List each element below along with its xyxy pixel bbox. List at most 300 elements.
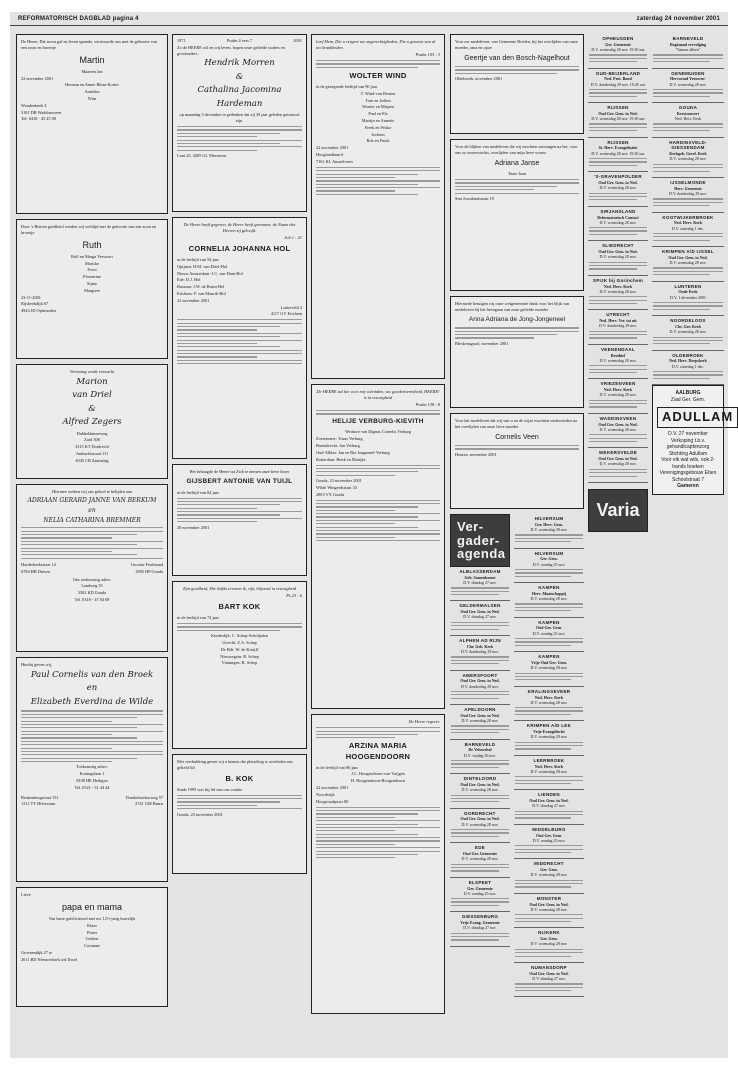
body-text [653, 54, 723, 62]
address: Donderhoekseweg 57 [125, 794, 163, 800]
body-text [316, 60, 440, 68]
listing-place: KAMPEN [538, 585, 560, 591]
body-text [177, 623, 302, 631]
listing-place: MIDDELBURG [532, 826, 566, 832]
phone: Tel. 0521 - 31 44 44 [74, 784, 110, 790]
listing-place: KRALINGSEVEER [527, 688, 571, 694]
church-listing-item [450, 636, 510, 671]
obituary-hol [172, 217, 307, 459]
listing-org: Oud Ger. Gem. in Ned. [460, 816, 500, 822]
body-text [316, 465, 440, 476]
listing-org: Oud Ger. Gem. in Ned. [598, 249, 638, 255]
partner-name: van Driel [72, 390, 112, 401]
partner-name: Alfred Zegers [62, 417, 122, 428]
baby-name: Martin [79, 54, 105, 65]
church-listing-item [588, 69, 648, 104]
age: Weduwe van Dignus Cornelis Verburg [344, 429, 412, 435]
listing-org: Ger. Gem. [540, 556, 558, 562]
ampersand: & [235, 71, 244, 82]
scripture-ref: Psalm 103 : 3 [415, 51, 440, 57]
listing-place: WADDINXVEEN [599, 415, 637, 421]
deceased-name: Adriana Janse [494, 159, 540, 167]
family-line: Rob en Paula [366, 138, 390, 144]
body-text [589, 296, 647, 304]
anniversary-announcement [16, 887, 168, 1007]
body-text [515, 534, 583, 542]
listing-time: D.V. donderdag 29 nov. [599, 323, 637, 329]
church-listing-item [588, 414, 648, 449]
listing-org: Ger. Gemeente [605, 41, 631, 47]
listing-place: UTRECHT [606, 312, 630, 318]
family-line: Evert [87, 267, 97, 273]
listing-org: Oud Ger. Gem. in Ned. [460, 712, 500, 718]
listing-place: KRIMPEN A/D LEK [526, 723, 572, 729]
obituary-kok-committee [172, 754, 307, 874]
address: Beukenbergstraat 151 [21, 794, 59, 800]
listing-place: MONSTER [536, 895, 562, 901]
listing-time: D.V. woensdag 28 nov. 19.30 uur [591, 150, 645, 156]
family-line: Pieter [86, 929, 98, 935]
listing-org: St. Herv. Evangelisatie [598, 145, 638, 151]
partner-name: Cathalina Jacomina [197, 85, 282, 96]
city: 8108 HE Heiligen [76, 777, 108, 783]
deceased-name: Geertje van den Bosch-Nagelhout [464, 54, 570, 62]
body-text [316, 167, 440, 195]
city: 7161 KL Amstelveen [316, 158, 353, 164]
location: AALBURG [675, 390, 701, 397]
varia-banner: Varia [588, 489, 648, 532]
address: Ambachtstraat 111 [75, 451, 109, 457]
body-text [515, 673, 583, 681]
obituary-kok [172, 581, 307, 749]
body-text [589, 89, 647, 97]
sub-name: Taaie Jaan [508, 171, 526, 177]
address: Lunt 23, 4285 GL Meeuwen [177, 153, 226, 159]
ad-intro: Voor uw medeleven, van Gemeente Brielen, bij het overlijden van onze moeder, oma en opoe [455, 39, 578, 50]
city: 3181 DB Waddinxveen [21, 109, 62, 115]
body-text [589, 54, 647, 62]
page-header [10, 12, 728, 26]
listing-time: D.V. zondag 25 nov. [532, 630, 566, 636]
scripture-quote: Leef Hem, Die u vergeet uw ongerechtigheden, Die u geneest van al uw krankheden. [316, 39, 436, 50]
church-listing-item [514, 894, 584, 929]
body-text [589, 123, 647, 131]
adullam-ad [652, 385, 734, 494]
listing-time: D.V. woensdag 28 nov. [530, 872, 568, 878]
listing-place: RIJSSEN [607, 105, 629, 111]
listing-place: EDE [474, 845, 486, 851]
body-text [451, 587, 509, 595]
family-line: Vinningen: R. Schep [221, 660, 258, 666]
listing-place: WEKERSVELDE [598, 450, 638, 456]
city: 2905 HP Gouda [135, 568, 163, 574]
listing-org: Ger. Gem. [540, 867, 558, 873]
church-listing-item [450, 601, 510, 636]
listing-time: D.V. woensdag 28 nov. [461, 718, 499, 724]
listing-time: D.V. zondag 25 nov. [532, 561, 566, 567]
ad-intro: Door 's Heeren goedheid werden wij verblijd met de geboorte van een zoon en broertje [21, 224, 157, 235]
family-line: Nieuwegein: R. Schep [220, 653, 259, 659]
body-text [589, 469, 647, 477]
listing-time: D.V. woensdag 28 nov. [599, 357, 637, 363]
scripture-quote: Zijn goedheid, Die Sefiks ervaren ik, rijk, blijvend in eeuwigheid [182, 586, 297, 591]
listing-place: GIESSENBURG [461, 914, 499, 920]
year-start: 1971 [177, 38, 186, 43]
address: Groenendijk 27 te [21, 949, 53, 955]
partner-name: NELIA CATHARINA BREMMER [43, 516, 141, 524]
deceased-name: B. KOK [225, 773, 254, 783]
body-text [653, 267, 723, 275]
scripture-quote: De Heere heeft gegeven, de Heere heeft genomen; de Naam des Heeren zij geloofd. [183, 222, 296, 233]
body-text [515, 949, 583, 957]
listing-org: Oud Ger. Gem. in Ned. [460, 678, 500, 684]
listing-org: Geb. Samenkomst [464, 574, 496, 580]
family-line: Barendrecht: Jan Verburg [316, 442, 360, 448]
scripture-quote: De HEERE zal het voor mij voleinden; uw goedertierenheid, HEERE! is in eeuwigheid [316, 389, 440, 400]
church-listing-item [652, 69, 724, 104]
church-listing-item [652, 213, 724, 248]
listing-time: D.V. woensdag 28 nov. [530, 665, 568, 671]
listing-org: Ned. Herv. Kerk [534, 694, 564, 700]
vergaderagenda-banner [450, 514, 510, 567]
listing-place: SPIJK bij Gorinchem [592, 277, 644, 283]
family-line: Zoetermeer: Truus Verburg [316, 436, 363, 442]
body-text [589, 365, 647, 373]
church-listing-item [514, 549, 584, 584]
age: in de gezegende leeftijd van 90 jaar [316, 84, 378, 90]
listing-org: Oud Ger. Gem. in Ned. [529, 970, 569, 976]
listing-time: D.V. zaterdag 1 dec. [671, 225, 705, 231]
listing-place: DORDRECHT [464, 810, 496, 816]
church-listing-item [514, 859, 584, 894]
listing-place: ELSPEET [468, 879, 492, 885]
church-listing-item [514, 652, 584, 687]
body-text [455, 327, 579, 338]
adullam-logo: ADULLAM [657, 407, 719, 428]
listing-time: D.V. vrijdag 30 nov. [463, 752, 497, 758]
body-text [653, 337, 723, 345]
deceased-name: ARZINA MARIA HOOGENDOORN [345, 741, 411, 761]
column-6 [652, 34, 734, 1054]
address: Harderbeekstraat 14 [21, 562, 56, 568]
listing-place: NUMANSDORP [531, 964, 567, 970]
city: 6784 HB Duiven [21, 568, 51, 574]
family-line: T. Wind-van Beuren [360, 90, 396, 96]
body-text [451, 622, 509, 630]
listing-org: Ger. Gem. [540, 936, 558, 942]
family-line: H. Hoogendoorn-Hoogendoorn [351, 778, 405, 784]
listing-time: D.V. woensdag 28 nov. [461, 821, 499, 827]
age: in de leeftijd van 54 jaar [177, 256, 219, 262]
ampersand: & [88, 403, 96, 414]
listing-org: Oud Ger. Gem. in Ned. [598, 110, 638, 116]
city: 2803 VX Gouda [316, 491, 345, 497]
church-listing-item [588, 138, 648, 173]
address: Zuid 308 [84, 437, 100, 443]
family-line: Opijnen: H.M. van Driel-Hol [177, 263, 228, 269]
listing-time: D.V. donderdag 29 nov. [461, 649, 499, 655]
ad-intro: De Heere, Die troon gaf en leven spaarde, vertrouwde ons met de geboorte van een zoon en broertje [21, 39, 157, 50]
listing-place: 'S-GRAVENPOLDER [594, 174, 642, 180]
listing-org: Oud Ger. Gem. in Ned. [460, 609, 500, 615]
family-line: Kinderdijk: C. Schep-Scholpalen [211, 633, 268, 639]
listing-org: Oude Kerk [678, 289, 698, 295]
listing-place: GELDERMALSEN [459, 603, 501, 609]
family-line: Freek en Wiske [364, 124, 392, 130]
listing-org: Bruthiel [610, 352, 626, 358]
ad-intro: Verloving wordt verwacht [69, 369, 115, 374]
agenda-left [450, 514, 510, 997]
ad-intro: Zo de HEERE wil en wij leven, hopen onze geliefde ouders en grootouders [177, 44, 285, 56]
address: Dubbeldamseweg [76, 430, 108, 436]
phone: Tel. 0318 - 47 04 68 [74, 597, 110, 602]
address: Lutterveld 4 [280, 304, 302, 310]
conjunction: en [88, 506, 96, 514]
listing-time: D.V. donderdag 29 nov. 19.45 uur [590, 81, 646, 87]
column-2 [172, 34, 307, 879]
future-address-label: Toekomstig adres: [76, 764, 108, 770]
church-listing-item [450, 843, 510, 878]
listing-time: D.V. woensdag 28 nov. [461, 856, 499, 862]
body-text [177, 498, 302, 523]
listing-time: D.V. woensdag 28 nov. [599, 254, 637, 260]
church-listing-item [514, 756, 584, 791]
ad-text: Voor elk wat wils, ook 2-hands boeken [661, 457, 715, 470]
listing-place: NIJKERK [538, 930, 560, 936]
listing-place: KAMPEN [538, 619, 560, 625]
church-listing-item [652, 282, 724, 317]
listing-org: Herv. Gemeente [674, 185, 702, 191]
body-text [451, 760, 509, 768]
ad-date: 22 november 2001 [316, 145, 349, 151]
listing-time: D.V. dinsdag 27 nov. [532, 803, 566, 809]
body-text [515, 845, 583, 853]
body-text [451, 795, 509, 803]
column-5 [588, 34, 648, 1054]
listing-place: BARNEVELD [464, 741, 496, 747]
ad-intro: Hiermede betuigen wij onze welgemeende dank voor het blijk van medeleven bij het heengaan van onze geliefde moeder [455, 301, 570, 312]
listing-time: D.V. woensdag 28 nov. [599, 185, 637, 191]
sibling: Wim [87, 95, 97, 101]
listing-org: Oud Ger. Gem. in Ned. [598, 421, 638, 427]
family-line: Florentine [83, 274, 101, 280]
church-listing-item [450, 878, 510, 913]
church-listing-item [514, 721, 584, 756]
address: Schoolstraat 7 [672, 476, 704, 483]
church-listing-2 [514, 514, 584, 997]
church-listing-item [514, 825, 584, 860]
body-text [589, 331, 647, 339]
city: 2611 BD Nieuwerkerk a/d IJssel [21, 956, 77, 962]
listing-place: BARNEVELD [672, 36, 704, 41]
family-line: Ede: D.J. Hol [177, 277, 201, 283]
body-text [316, 410, 440, 415]
body-text [515, 880, 583, 888]
column-3 [311, 34, 445, 1019]
family-line: Mariske [84, 260, 100, 266]
listing-place: HILVERSUM [534, 516, 564, 521]
family-line: Rotterdam: Henk en Marijke [316, 456, 366, 462]
listing-time: D.V. woensdag 28 nov. [599, 219, 637, 225]
ad-date: Gouda, 23 november 2001 [316, 478, 362, 483]
listing-time: D.V. dinsdag 27 nov. [463, 925, 497, 931]
body-text [653, 89, 723, 97]
listing-org: Oud Ger. Gem. in Ned. [598, 456, 638, 462]
body-text [589, 193, 647, 201]
body-text [451, 656, 509, 664]
body-text [451, 898, 509, 906]
family-line: Tom en Jodien [365, 97, 391, 103]
listing-org: Regionaal vervolging [669, 41, 707, 47]
listing-org: Oud Ger. Gem. in Ned. [529, 901, 569, 907]
body-text [177, 795, 302, 810]
ad-date: Oldebroek, november 2001 [455, 76, 503, 82]
listing-time: D.V. woensdag 28 nov. [461, 787, 499, 793]
listing-org: Vrije Evang. Gemeente [460, 920, 500, 926]
listing-place: SIRJANSLAND [600, 208, 636, 214]
church-listing-item [588, 310, 648, 345]
listing-org: Herv. Maatschappij [532, 590, 566, 596]
church-listing-item [588, 448, 648, 483]
listing-org: Oud Ger. Gem. [535, 625, 563, 631]
ad-intro: Met verdrukking geven wij u kennis dat plotseling is overleden ons geliefd lid [177, 759, 293, 770]
column-1 [16, 34, 168, 1012]
ad-date: Houten, november 2001 [455, 451, 497, 457]
listing-org: Oud Ger. Gemeente [463, 851, 497, 857]
body-text [515, 707, 583, 715]
city: 1311 VT Hilversum [21, 801, 56, 807]
ad-date: 23-11-2001 [21, 294, 41, 300]
listing-time: D.V. donderdag 29 nov. [669, 191, 707, 196]
church-listing-item [588, 345, 648, 380]
listing-place: SLIEDRECHT [602, 243, 634, 249]
banner-word: Ver- [457, 519, 484, 534]
body-text [515, 776, 583, 784]
listing-org: Ned. Herv. Kerk [603, 387, 633, 393]
ad-intro: Hiermee zoeken wij ons geloof te belijden aan [52, 489, 132, 494]
body-text [177, 126, 302, 151]
body-text [589, 158, 647, 166]
listing-time: D.V. donderdag 29 nov. [461, 683, 499, 689]
baby-subname: Maarten Jan [81, 68, 103, 74]
wedding-announcement-van-den-broek [16, 657, 168, 882]
church-listing-item [514, 790, 584, 825]
family-line: Gerben [85, 936, 99, 942]
deceased-name: Cornelis Veen [495, 433, 539, 441]
body-text [653, 123, 723, 131]
listing-time: D.V. woensdag 28 nov. [530, 596, 568, 602]
listing-place: VRIEZENVEEN [600, 381, 636, 387]
listing-place: MIDDRECHT [534, 861, 564, 867]
city: 4943 JD Opheusden [21, 308, 56, 314]
body-text [589, 227, 647, 235]
church-listing-item [514, 583, 584, 618]
listing-org: Ned. Herv. Kerk [673, 220, 703, 226]
obituary-verburg [311, 384, 445, 709]
listing-place: LUNTEREN [674, 283, 702, 289]
listing-time: D.V. 1 december 2001 [670, 294, 706, 300]
listing-time: D.V. dinsdag 27 nov. [463, 579, 497, 585]
listing-org: Hervormd Vrouwen- [670, 76, 706, 82]
partner-name: Paul Cornelis van den Broek [30, 669, 154, 680]
listing-place: ALBLASSERDAM [459, 568, 501, 574]
listing-time: D.V. zaterdag 1 dec. [671, 363, 705, 369]
church-listing-item [450, 774, 510, 809]
church-listing-item [588, 207, 648, 242]
body-text [515, 811, 583, 819]
obituary-van-tuijl [172, 464, 307, 576]
body-text [653, 198, 723, 206]
listing-time: D.V. woensdag 28 nov. [530, 768, 568, 774]
listing-time: Ned. Herv. Kerk [674, 116, 702, 122]
ad-date: Bleskensgraaf, november 2001 [455, 340, 509, 346]
partner-name: ADRIAAN GERARD JANNE VAN BERKUM [27, 496, 157, 504]
listing-place: GENEMUIDEN [671, 70, 705, 76]
listing-time: D.V. woensdag 28 nov. [599, 288, 637, 294]
city: 3315 KT Dordrecht [75, 444, 109, 450]
listing-place: APELDOORN [464, 707, 496, 713]
family-line: Martijn en Annette [361, 118, 395, 124]
body-text [451, 725, 509, 733]
listing-time: D.V. woensdag 28 nov. [530, 527, 568, 533]
listing-time: D.V. woensdag 28 nov. 19.30 uur [591, 116, 645, 122]
church-listing-item [450, 809, 510, 844]
church-listing-item [450, 671, 510, 706]
body-text [316, 807, 440, 859]
ad-date: D.V. 27 november [668, 431, 708, 438]
agenda-area [450, 514, 584, 997]
listing-time: D.V. woensdag 28 nov. [530, 906, 568, 912]
listing-place: DINTELOORD [463, 776, 497, 782]
listing-org: Ned. Herv. Ver. tot uit [599, 318, 637, 324]
body-text [451, 691, 509, 699]
deceased-name: Anna Adriana de Jong-Jongeneel [468, 315, 566, 323]
listing-org: Oud Ger. Gem. in Ned. [460, 781, 500, 787]
church-listing-item [588, 172, 648, 207]
listing-org: Reformatorisch Contact [597, 214, 639, 220]
ad-date: Gouda, 23 november 2001 [177, 811, 223, 817]
city: 4117 GV Erichem [270, 311, 302, 317]
listing-org: Ned. Herv. Dorpskerk [669, 358, 707, 364]
ad-date: 20 november 2001 [177, 524, 210, 530]
listing-place: HILVERSUM [534, 550, 564, 556]
header-left: REFORMATORISCH DAGBLAD pagina 4 [18, 16, 139, 22]
church-listing-item [588, 379, 648, 414]
church-listing-item [652, 178, 724, 213]
listing-time: D.V. woensdag 28 nov. 19.30 uur [591, 47, 645, 53]
body-text [316, 727, 440, 738]
body-text [589, 400, 647, 408]
listing-org: De Veluwehal [468, 747, 492, 753]
partner-name: Marion [76, 376, 108, 387]
birth-announcement-martin [16, 34, 168, 214]
body-text [177, 319, 302, 364]
church-listing-item [450, 705, 510, 740]
venue: Zaal Ger. Gem. [670, 396, 706, 403]
family-line: Utrecht: Z.A. Schep [222, 639, 257, 645]
body-text [451, 864, 509, 872]
body-text [589, 262, 647, 270]
church-listing-item [514, 618, 584, 653]
listing-time: D.V. woensdag 28 nov. [599, 461, 637, 467]
church-listing-1 [588, 34, 648, 483]
city: 2741 GM Baarn [135, 801, 163, 807]
listing-org: Ger. Gemeente [467, 885, 493, 891]
listing-org: Vrije Oud Ger. Gem. [531, 659, 567, 665]
listing-place: IJSSELMONDE [670, 179, 706, 185]
church-listing-item [514, 514, 584, 549]
partner-name: Elizabeth Everdina de Wilde [30, 696, 154, 707]
